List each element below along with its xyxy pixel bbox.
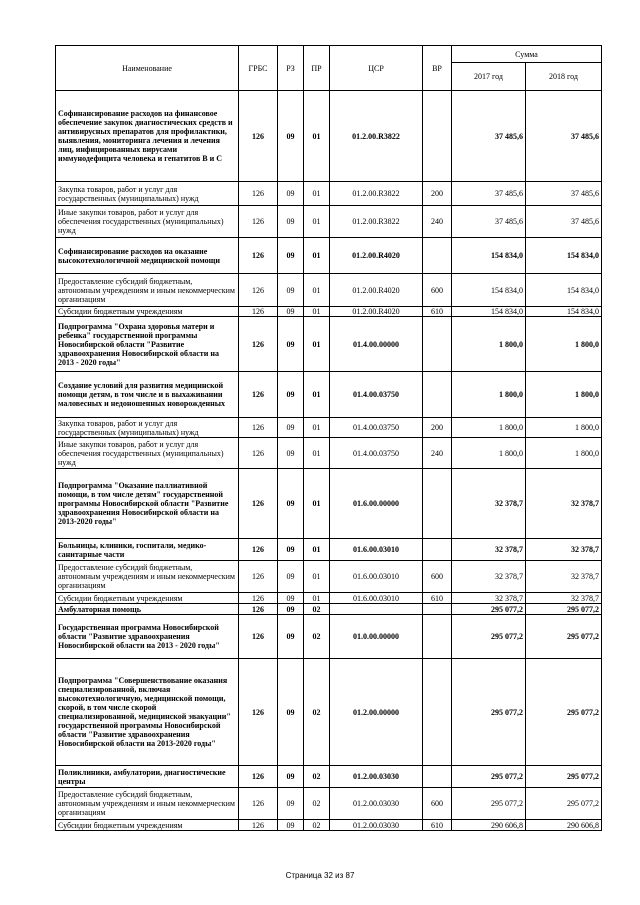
row-sum-2018: 37 485,6 bbox=[526, 91, 602, 182]
row-vr: 240 bbox=[423, 206, 452, 238]
table-row bbox=[56, 307, 602, 317]
row-csr: 01.6.00.00000 bbox=[330, 469, 423, 539]
table-body bbox=[56, 91, 602, 831]
row-csr: 01.2.00.R4020 bbox=[330, 274, 423, 307]
row-rz: 09 bbox=[278, 418, 304, 438]
row-rz: 09 bbox=[278, 469, 304, 539]
row-sum-2018: 154 834,0 bbox=[526, 238, 602, 274]
row-sum-2018: 32 378,7 bbox=[526, 561, 602, 593]
row-sum-2017: 1 800,0 bbox=[452, 372, 526, 418]
row-csr: 01.6.00.03010 bbox=[330, 561, 423, 593]
row-sum-2018: 32 378,7 bbox=[526, 469, 602, 539]
row-csr: 01.4.00.00000 bbox=[330, 317, 423, 372]
row-grbs: 126 bbox=[239, 604, 278, 615]
row-sum-2017: 295 077,2 bbox=[452, 659, 526, 766]
row-sum-2018: 1 800,0 bbox=[526, 372, 602, 418]
row-pr: 01 bbox=[304, 182, 330, 206]
row-csr: 01.2.00.03030 bbox=[330, 766, 423, 788]
row-rz: 09 bbox=[278, 766, 304, 788]
row-grbs: 126 bbox=[239, 820, 278, 831]
row-vr bbox=[423, 615, 452, 659]
row-sum-2017: 154 834,0 bbox=[452, 307, 526, 317]
row-vr: 600 bbox=[423, 788, 452, 820]
table-row bbox=[56, 615, 602, 659]
table-row bbox=[56, 561, 602, 593]
table-row bbox=[56, 182, 602, 206]
row-rz: 09 bbox=[278, 274, 304, 307]
row-name: Софинансирование расходов на финансовое обеспечение закупок диагностических средств и антивирусных препаратов для профилактики, выявления, мониторинга лечения и лечения лиц, инфицированных вирусами иммунодефицита человека и гепатитов В и С bbox=[56, 91, 239, 182]
row-name: Амбулаторная помощь bbox=[56, 604, 239, 615]
row-vr: 600 bbox=[423, 561, 452, 593]
row-csr: 01.2.00.03030 bbox=[330, 788, 423, 820]
table-row bbox=[56, 469, 602, 539]
row-vr: 240 bbox=[423, 438, 452, 469]
row-name: Предоставление субсидий бюджетным, автономным учреждениям и иным некоммерческим организациям bbox=[56, 274, 239, 307]
row-rz: 09 bbox=[278, 561, 304, 593]
row-name: Больницы, клиники, госпитали, медико-санитарные части bbox=[56, 539, 239, 561]
row-grbs: 126 bbox=[239, 766, 278, 788]
table-row bbox=[56, 539, 602, 561]
row-rz: 09 bbox=[278, 438, 304, 469]
row-sum-2018: 295 077,2 bbox=[526, 659, 602, 766]
row-csr: 01.2.00.R3822 bbox=[330, 206, 423, 238]
table-row bbox=[56, 604, 602, 615]
row-grbs: 126 bbox=[239, 238, 278, 274]
row-sum-2017: 32 378,7 bbox=[452, 469, 526, 539]
row-name: Субсидии бюджетным учреждениям bbox=[56, 820, 239, 831]
header-pr: ПР bbox=[304, 46, 330, 91]
row-rz: 09 bbox=[278, 372, 304, 418]
row-pr: 02 bbox=[304, 820, 330, 831]
table-row bbox=[56, 317, 602, 372]
header-csr: ЦСР bbox=[330, 46, 423, 91]
row-name: Иные закупки товаров, работ и услуг для обеспечения государственных (муниципальных) нужд bbox=[56, 206, 239, 238]
row-sum-2017: 1 800,0 bbox=[452, 317, 526, 372]
table-row bbox=[56, 274, 602, 307]
row-sum-2018: 295 077,2 bbox=[526, 788, 602, 820]
row-pr: 02 bbox=[304, 766, 330, 788]
row-grbs: 126 bbox=[239, 438, 278, 469]
table-row bbox=[56, 372, 602, 418]
table-row bbox=[56, 659, 602, 766]
header-vr: ВР bbox=[423, 46, 452, 91]
header-sum: Сумма bbox=[452, 46, 602, 63]
row-csr: 01.2.00.03030 bbox=[330, 820, 423, 831]
row-sum-2018: 37 485,6 bbox=[526, 182, 602, 206]
table-row bbox=[56, 438, 602, 469]
header-grbs: ГРБС bbox=[239, 46, 278, 91]
row-grbs: 126 bbox=[239, 418, 278, 438]
row-pr: 01 bbox=[304, 274, 330, 307]
row-vr bbox=[423, 539, 452, 561]
row-name: Закупка товаров, работ и услуг для государственных (муниципальных) нужд bbox=[56, 182, 239, 206]
row-csr: 01.6.00.03010 bbox=[330, 593, 423, 604]
row-sum-2018: 1 800,0 bbox=[526, 438, 602, 469]
row-pr: 01 bbox=[304, 418, 330, 438]
row-rz: 09 bbox=[278, 659, 304, 766]
row-csr bbox=[330, 604, 423, 615]
table-row bbox=[56, 593, 602, 604]
row-rz: 09 bbox=[278, 307, 304, 317]
row-name: Субсидии бюджетным учреждениям bbox=[56, 307, 239, 317]
row-grbs: 126 bbox=[239, 593, 278, 604]
row-grbs: 126 bbox=[239, 788, 278, 820]
row-sum-2017: 295 077,2 bbox=[452, 766, 526, 788]
row-csr: 01.2.00.00000 bbox=[330, 659, 423, 766]
row-vr: 600 bbox=[423, 274, 452, 307]
row-grbs: 126 bbox=[239, 539, 278, 561]
row-csr: 01.2.00.R3822 bbox=[330, 91, 423, 182]
row-name: Софинансирование расходов на оказание высокотехнологичной медицинской помощи bbox=[56, 238, 239, 274]
row-grbs: 126 bbox=[239, 307, 278, 317]
row-vr: 200 bbox=[423, 418, 452, 438]
row-grbs: 126 bbox=[239, 317, 278, 372]
page-number: Страница 32 из 87 bbox=[285, 871, 355, 880]
row-vr: 610 bbox=[423, 820, 452, 831]
row-csr: 01.0.00.00000 bbox=[330, 615, 423, 659]
row-sum-2017: 32 378,7 bbox=[452, 539, 526, 561]
row-name: Субсидии бюджетным учреждениям bbox=[56, 593, 239, 604]
row-sum-2017: 37 485,6 bbox=[452, 91, 526, 182]
row-rz: 09 bbox=[278, 615, 304, 659]
row-vr bbox=[423, 604, 452, 615]
row-sum-2018: 290 606,8 bbox=[526, 820, 602, 831]
row-vr: 200 bbox=[423, 182, 452, 206]
row-pr: 01 bbox=[304, 539, 330, 561]
row-sum-2018: 1 800,0 bbox=[526, 418, 602, 438]
row-grbs: 126 bbox=[239, 206, 278, 238]
row-sum-2018: 32 378,7 bbox=[526, 593, 602, 604]
row-grbs: 126 bbox=[239, 561, 278, 593]
row-csr: 01.4.00.03750 bbox=[330, 418, 423, 438]
row-grbs: 126 bbox=[239, 91, 278, 182]
row-vr bbox=[423, 766, 452, 788]
row-csr: 01.2.00.R4020 bbox=[330, 238, 423, 274]
table-row bbox=[56, 418, 602, 438]
table-row bbox=[56, 820, 602, 831]
row-grbs: 126 bbox=[239, 615, 278, 659]
row-sum-2017: 154 834,0 bbox=[452, 274, 526, 307]
row-sum-2017: 295 077,2 bbox=[452, 615, 526, 659]
row-grbs: 126 bbox=[239, 182, 278, 206]
row-csr: 01.2.00.R3822 bbox=[330, 182, 423, 206]
row-csr: 01.6.00.03010 bbox=[330, 539, 423, 561]
row-grbs: 126 bbox=[239, 372, 278, 418]
row-csr: 01.4.00.03750 bbox=[330, 372, 423, 418]
row-vr bbox=[423, 469, 452, 539]
row-pr: 01 bbox=[304, 307, 330, 317]
table-row bbox=[56, 788, 602, 820]
row-csr: 01.4.00.03750 bbox=[330, 438, 423, 469]
row-rz: 09 bbox=[278, 206, 304, 238]
row-grbs: 126 bbox=[239, 659, 278, 766]
row-sum-2018: 37 485,6 bbox=[526, 206, 602, 238]
row-name: Создание условий для развития медицинской помощи детям, в том числе и в выхаживании маловесных и недоношенных новорожденных bbox=[56, 372, 239, 418]
row-name: Подпрограмма "Оказание паллиативной помощи, в том числе детям" государственной программы Новосибирской области "Развитие здравоохранения Новосибирской области на 2013-2020 годы" bbox=[56, 469, 239, 539]
row-pr: 01 bbox=[304, 91, 330, 182]
row-name: Государственная программа Новосибирской области "Развитие здравоохранения Новосибирской области на 2013 - 2020 годы" bbox=[56, 615, 239, 659]
row-sum-2017: 295 077,2 bbox=[452, 604, 526, 615]
row-name: Предоставление субсидий бюджетным, автономным учреждениям и иным некоммерческим организациям bbox=[56, 788, 239, 820]
row-sum-2017: 290 606,8 bbox=[452, 820, 526, 831]
row-pr: 02 bbox=[304, 604, 330, 615]
row-sum-2018: 1 800,0 bbox=[526, 317, 602, 372]
row-pr: 01 bbox=[304, 372, 330, 418]
row-sum-2017: 37 485,6 bbox=[452, 206, 526, 238]
row-rz: 09 bbox=[278, 238, 304, 274]
row-rz: 09 bbox=[278, 593, 304, 604]
row-vr bbox=[423, 372, 452, 418]
row-sum-2017: 37 485,6 bbox=[452, 182, 526, 206]
row-pr: 01 bbox=[304, 317, 330, 372]
row-sum-2018: 154 834,0 bbox=[526, 274, 602, 307]
row-name: Иные закупки товаров, работ и услуг для обеспечения государственных (муниципальных) нужд bbox=[56, 438, 239, 469]
row-name: Поликлиники, амбулатории, диагностические центры bbox=[56, 766, 239, 788]
row-pr: 01 bbox=[304, 469, 330, 539]
row-vr bbox=[423, 317, 452, 372]
row-sum-2018: 295 077,2 bbox=[526, 604, 602, 615]
row-rz: 09 bbox=[278, 820, 304, 831]
row-vr bbox=[423, 91, 452, 182]
row-sum-2018: 32 378,7 bbox=[526, 539, 602, 561]
row-grbs: 126 bbox=[239, 274, 278, 307]
row-csr: 01.2.00.R4020 bbox=[330, 307, 423, 317]
row-rz: 09 bbox=[278, 317, 304, 372]
row-pr: 02 bbox=[304, 788, 330, 820]
row-pr: 01 bbox=[304, 561, 330, 593]
row-rz: 09 bbox=[278, 539, 304, 561]
row-pr: 01 bbox=[304, 593, 330, 604]
header-name: Наименование bbox=[56, 46, 239, 91]
row-sum-2017: 1 800,0 bbox=[452, 438, 526, 469]
row-sum-2017: 32 378,7 bbox=[452, 593, 526, 604]
row-grbs: 126 bbox=[239, 469, 278, 539]
row-sum-2018: 295 077,2 bbox=[526, 615, 602, 659]
table-row bbox=[56, 238, 602, 274]
row-rz: 09 bbox=[278, 91, 304, 182]
row-sum-2018: 154 834,0 bbox=[526, 307, 602, 317]
row-pr: 02 bbox=[304, 615, 330, 659]
table-row bbox=[56, 766, 602, 788]
row-rz: 09 bbox=[278, 182, 304, 206]
row-vr: 610 bbox=[423, 307, 452, 317]
row-rz: 09 bbox=[278, 604, 304, 615]
row-pr: 01 bbox=[304, 438, 330, 469]
row-name: Подпрограмма "Совершенствование оказания специализированной, включая высокотехнологичную, медицинской помощи, скорой, в том числе скорой специализированной, медицинской эвакуации" государственной программы Новосибирской области "Развитие здравоохранения Новосибирской области на 2013-2020 годы" bbox=[56, 659, 239, 766]
header-year-2018: 2018 год bbox=[526, 63, 602, 91]
row-sum-2017: 154 834,0 bbox=[452, 238, 526, 274]
header-year-2017: 2017 год bbox=[452, 63, 526, 91]
row-vr: 610 bbox=[423, 593, 452, 604]
row-name: Закупка товаров, работ и услуг для государственных (муниципальных) нужд bbox=[56, 418, 239, 438]
row-name: Подпрограмма "Охрана здоровья матери и ребенка" государственной программы Новосибирской области "Развитие здравоохранения Новосибирской области на 2013 - 2020 годы" bbox=[56, 317, 239, 372]
row-pr: 02 bbox=[304, 659, 330, 766]
row-vr bbox=[423, 238, 452, 274]
row-pr: 01 bbox=[304, 206, 330, 238]
row-rz: 09 bbox=[278, 788, 304, 820]
table-row bbox=[56, 206, 602, 238]
table-row bbox=[56, 91, 602, 182]
budget-table bbox=[55, 45, 602, 831]
row-sum-2018: 295 077,2 bbox=[526, 766, 602, 788]
row-sum-2017: 295 077,2 bbox=[452, 788, 526, 820]
row-pr: 01 bbox=[304, 238, 330, 274]
row-sum-2017: 1 800,0 bbox=[452, 418, 526, 438]
row-name: Предоставление субсидий бюджетным, автономным учреждениям и иным некоммерческим организациям bbox=[56, 561, 239, 593]
row-vr bbox=[423, 659, 452, 766]
row-sum-2017: 32 378,7 bbox=[452, 561, 526, 593]
header-rz: РЗ bbox=[278, 46, 304, 91]
